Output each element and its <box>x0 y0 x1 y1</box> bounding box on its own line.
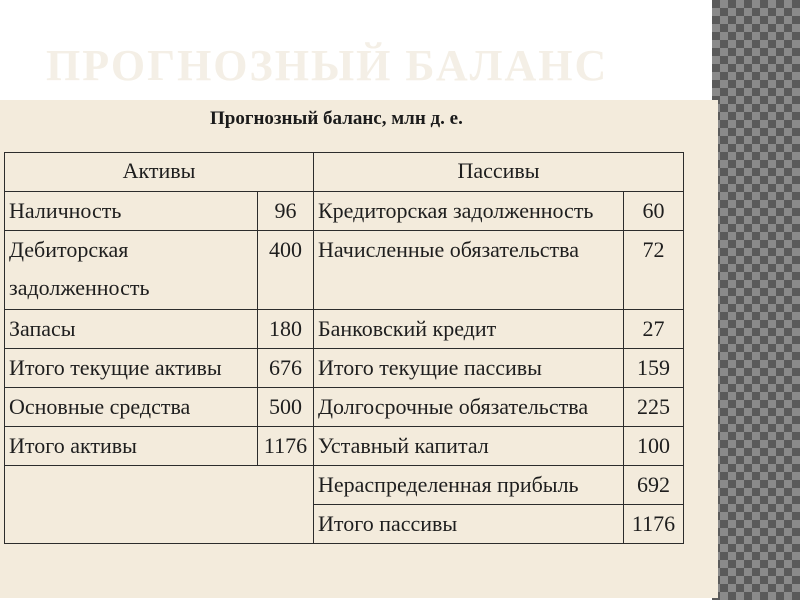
table-row <box>5 231 684 310</box>
liability-label: Кредиторская задолженность <box>314 192 624 231</box>
asset-value: 1176 <box>258 427 314 466</box>
slide-title: ПРОГНОЗНЫЙ БАЛАНС <box>46 41 609 90</box>
asset-value: 96 <box>258 192 314 231</box>
liabilities-header: Пассивы <box>314 153 684 192</box>
asset-label: Итого активы <box>5 427 258 466</box>
asset-value: 676 <box>258 349 314 388</box>
asset-label: Дебиторская задолженность <box>5 231 258 310</box>
asset-label: Запасы <box>5 310 258 349</box>
liability-value: 100 <box>624 427 684 466</box>
liability-value: 27 <box>624 310 684 349</box>
liability-label: Уставный капитал <box>314 427 624 466</box>
liability-label: Долгосрочные обязательства <box>314 388 624 427</box>
empty-assets-cell <box>5 466 314 544</box>
asset-value: 180 <box>258 310 314 349</box>
asset-value: 400 <box>258 231 314 310</box>
table-header-row <box>5 153 684 192</box>
asset-label: Наличность <box>5 192 258 231</box>
checkered-decoration <box>712 0 800 600</box>
document-title: Прогнозный баланс, млн д. е. <box>210 108 463 129</box>
scanned-document <box>0 100 718 598</box>
table-row <box>5 466 684 505</box>
liability-label: Итого пассивы <box>314 505 624 544</box>
liability-label: Нераспределенная прибыль <box>314 466 624 505</box>
table-row <box>5 349 684 388</box>
balance-table <box>4 152 684 544</box>
assets-header: Активы <box>5 153 314 192</box>
liability-value: 60 <box>624 192 684 231</box>
liability-value: 692 <box>624 466 684 505</box>
asset-value: 500 <box>258 388 314 427</box>
asset-label: Итого текущие активы <box>5 349 258 388</box>
liability-label: Итого текущие пассивы <box>314 349 624 388</box>
liability-label: Начисленные обязательства <box>314 231 624 310</box>
liability-value: 225 <box>624 388 684 427</box>
table-row <box>5 310 684 349</box>
table-row <box>5 388 684 427</box>
table-row <box>5 427 684 466</box>
table-row <box>5 192 684 231</box>
liability-value: 159 <box>624 349 684 388</box>
liability-label: Банковский кредит <box>314 310 624 349</box>
liability-value: 72 <box>624 231 684 310</box>
liability-value: 1176 <box>624 505 684 544</box>
asset-label: Основные средства <box>5 388 258 427</box>
